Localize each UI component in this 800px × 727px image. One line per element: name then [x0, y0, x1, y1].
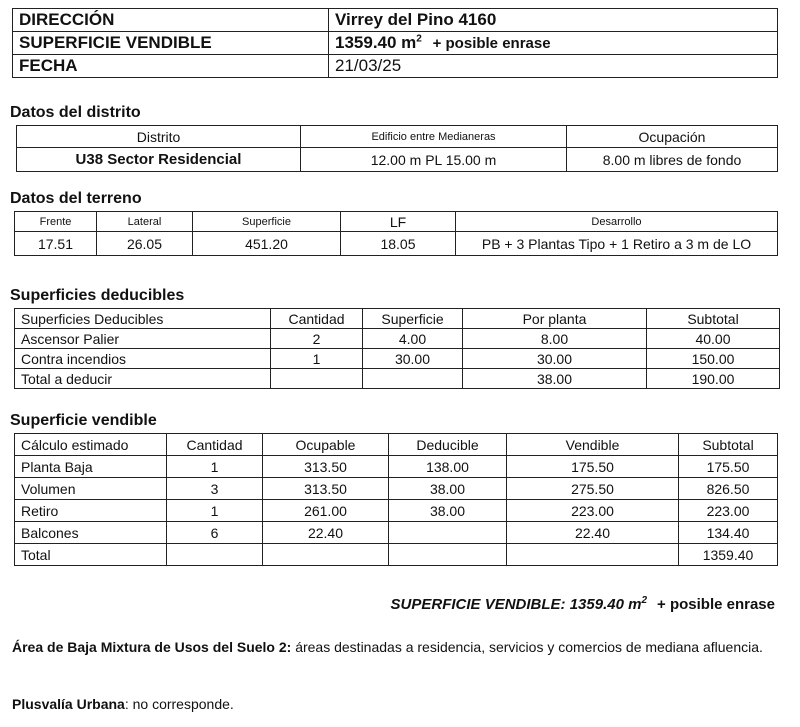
vendible-cell: Volumen: [15, 478, 167, 500]
area-note-label: Área de Baja Mixtura de Usos del Suelo 2:: [12, 639, 292, 655]
vendible-cell: Balcones: [15, 522, 167, 544]
vendible-cell: 175.50: [679, 456, 778, 478]
table-row: [15, 544, 778, 566]
vendible-title: Superficie vendible: [10, 412, 157, 429]
terreno-value-lateral: 26.05: [97, 232, 193, 256]
vendible-header-2: Ocupable: [263, 434, 389, 456]
superficie-label: SUPERFICIE VENDIBLE: [13, 32, 329, 55]
terreno-value-lf: 18.05: [341, 232, 456, 256]
table-row: [15, 329, 780, 349]
vendible-header-0: Cálculo estimado: [15, 434, 167, 456]
terreno-header-lateral: Lateral: [97, 212, 193, 232]
deducibles-header-4: Subtotal: [647, 309, 780, 329]
area-note: [12, 637, 772, 657]
vendible-header-row: [15, 434, 778, 456]
header-row-superficie: [13, 32, 778, 55]
vendible-cell: [263, 544, 389, 566]
total-vendible-exp: 2: [641, 595, 648, 606]
vendible-cell: [389, 522, 507, 544]
terreno-value-desarrollo: PB + 3 Plantas Tipo + 1 Retiro a 3 m de LO: [456, 232, 778, 256]
vendible-cell: Total: [15, 544, 167, 566]
deducibles-cell: Ascensor Palier: [15, 329, 271, 349]
deducibles-header-0: Superficies Deducibles: [15, 309, 271, 329]
superficie-cell: [329, 32, 778, 55]
distrito-table: [16, 125, 778, 172]
deducibles-cell: 2: [271, 329, 363, 349]
vendible-header-4: Vendible: [507, 434, 679, 456]
vendible-cell: 3: [167, 478, 263, 500]
table-row: [15, 369, 780, 389]
deducibles-cell: 8.00: [463, 329, 647, 349]
vendible-cell: 22.40: [263, 522, 389, 544]
distrito-header-ocupacion: Ocupación: [567, 126, 778, 148]
deducibles-cell: [271, 369, 363, 389]
vendible-cell: 313.50: [263, 478, 389, 500]
direccion-value: Virrey del Pino 4160: [329, 9, 778, 32]
table-row: [15, 478, 778, 500]
fecha-label: FECHA: [13, 55, 329, 78]
vendible-cell: 223.00: [679, 500, 778, 522]
direccion-label: DIRECCIÓN: [13, 9, 329, 32]
deducibles-table: [14, 308, 780, 389]
deducibles-cell: Contra incendios: [15, 349, 271, 369]
deducibles-cell: 4.00: [363, 329, 463, 349]
distrito-header-distrito: Distrito: [17, 126, 301, 148]
superficie-value: 1359.40 m: [335, 33, 417, 52]
distrito-header-row: [17, 126, 778, 148]
deducibles-header-1: Cantidad: [271, 309, 363, 329]
deducibles-title: Superficies deducibles: [10, 287, 185, 304]
distrito-title: Datos del distrito: [10, 104, 141, 121]
distrito-value-row: [17, 148, 778, 172]
total-vendible-main: SUPERFICIE VENDIBLE: 1359.40 m: [390, 596, 642, 613]
deducibles-cell: 38.00: [463, 369, 647, 389]
vendible-cell: Planta Baja: [15, 456, 167, 478]
total-vendible-extra: + posible enrase: [657, 596, 775, 613]
plusvalia-note: [12, 694, 772, 714]
vendible-cell: 826.50: [679, 478, 778, 500]
header-row-direccion: [13, 9, 778, 32]
header-row-fecha: [13, 55, 778, 78]
vendible-cell: 138.00: [389, 456, 507, 478]
vendible-cell: [167, 544, 263, 566]
vendible-cell: 38.00: [389, 500, 507, 522]
deducibles-cell: Total a deducir: [15, 369, 271, 389]
deducibles-cell: 190.00: [647, 369, 780, 389]
terreno-header-desarrollo: Desarrollo: [456, 212, 778, 232]
terreno-value-row: [15, 232, 778, 256]
terreno-header-lf: LF: [341, 212, 456, 232]
vendible-cell: 223.00: [507, 500, 679, 522]
terreno-value-superficie: 451.20: [193, 232, 341, 256]
terreno-header-frente: Frente: [15, 212, 97, 232]
deducibles-cell: [363, 369, 463, 389]
plusvalia-note-label: Plusvalía Urbana: [12, 696, 125, 712]
vendible-cell: 38.00: [389, 478, 507, 500]
terreno-header-row: [15, 212, 778, 232]
deducibles-header-2: Superficie: [363, 309, 463, 329]
total-vendible-line: [0, 595, 775, 613]
vendible-cell: 134.40: [679, 522, 778, 544]
area-note-text: áreas destinadas a residencia, servicios y comercios de mediana afluencia.: [291, 639, 763, 655]
terreno-table: [14, 211, 778, 256]
distrito-value-edificio: 12.00 m PL 15.00 m: [301, 148, 567, 172]
table-row: [15, 522, 778, 544]
deducibles-cell: 40.00: [647, 329, 780, 349]
vendible-cell: 313.50: [263, 456, 389, 478]
table-row: [15, 349, 780, 369]
deducibles-cell: 150.00: [647, 349, 780, 369]
superficie-exp: 2: [416, 33, 422, 45]
deducibles-cell: 30.00: [463, 349, 647, 369]
vendible-cell: 1359.40: [679, 544, 778, 566]
vendible-table: [14, 433, 778, 566]
header-table: [12, 8, 778, 78]
deducibles-cell: 1: [271, 349, 363, 369]
deducibles-header-3: Por planta: [463, 309, 647, 329]
terreno-value-frente: 17.51: [15, 232, 97, 256]
terreno-header-superficie: Superficie: [193, 212, 341, 232]
vendible-header-1: Cantidad: [167, 434, 263, 456]
vendible-cell: 261.00: [263, 500, 389, 522]
vendible-cell: [389, 544, 507, 566]
deducibles-header-row: [15, 309, 780, 329]
vendible-cell: 22.40: [507, 522, 679, 544]
vendible-header-5: Subtotal: [679, 434, 778, 456]
vendible-cell: 1: [167, 456, 263, 478]
fecha-value: 21/03/25: [329, 55, 778, 78]
distrito-value-distrito: U38 Sector Residencial: [17, 148, 301, 172]
plusvalia-note-text: : no corresponde.: [124, 696, 234, 712]
table-row: [15, 500, 778, 522]
vendible-cell: [507, 544, 679, 566]
terreno-title: Datos del terreno: [10, 190, 142, 207]
vendible-cell: 1: [167, 500, 263, 522]
vendible-cell: Retiro: [15, 500, 167, 522]
distrito-value-ocupacion: 8.00 m libres de fondo: [567, 148, 778, 172]
vendible-cell: 275.50: [507, 478, 679, 500]
vendible-cell: 6: [167, 522, 263, 544]
distrito-header-edificio: Edificio entre Medianeras: [301, 126, 567, 148]
deducibles-cell: 30.00: [363, 349, 463, 369]
vendible-header-3: Deducible: [389, 434, 507, 456]
superficie-extra: + posible enrase: [432, 35, 551, 52]
vendible-cell: 175.50: [507, 456, 679, 478]
table-row: [15, 456, 778, 478]
